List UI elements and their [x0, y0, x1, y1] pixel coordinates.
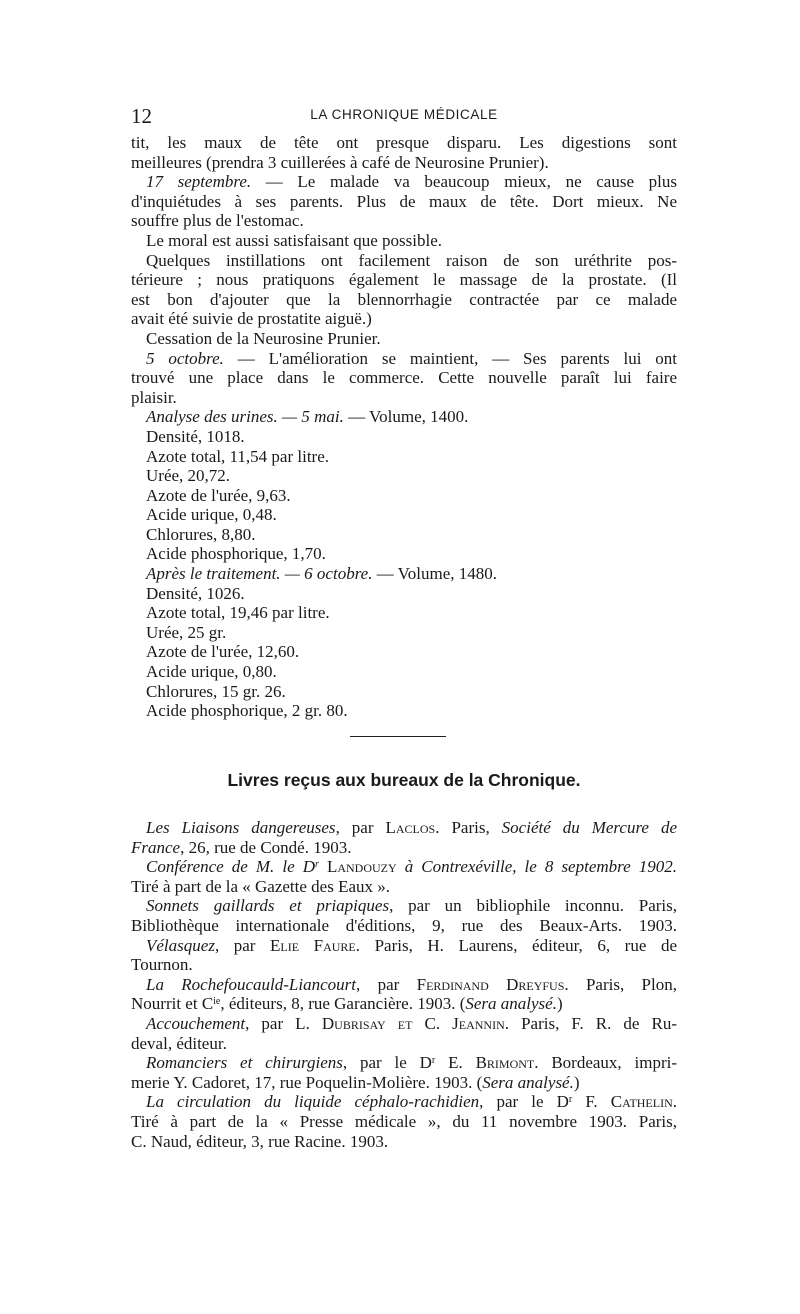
book-entry-line [131, 838, 677, 858]
author-name: Cathelin [610, 1092, 673, 1112]
author-name: Elie Faure [270, 935, 356, 955]
author-name: Laclos [385, 818, 436, 837]
superscript: ie [213, 996, 221, 1008]
book-title: à Contrexéville, le 8 septembre 1902. [396, 857, 677, 877]
analysis-value: Urée, 25 gr. [146, 622, 227, 642]
analysis-value: Acide urique, 0,48. [146, 505, 277, 525]
analysis-value: Azote de l'urée, 12,60. [146, 642, 300, 662]
superscript: r [568, 1094, 573, 1106]
text-line: Cessation de la Neurosine Prunier. [146, 328, 381, 348]
book-entry-line: Bibliothèque internationale d'éditions, 9, rue des Beaux-Arts. 1903. [131, 915, 677, 935]
text-line: meilleures (prendra 3 cuillerées à café de Neurosine Prunier). [131, 152, 549, 172]
text-span: , par [214, 935, 271, 955]
book-title: Les Liaisons dangereuses [146, 818, 336, 837]
page-number: 12 [131, 104, 152, 128]
books-received-list [131, 818, 677, 1151]
analysis-value: Acide phosphorique, 2 gr. 80. [146, 701, 348, 721]
text-span: . Paris, [435, 818, 502, 837]
book-entry-line: Tournon. [131, 955, 193, 975]
text-span: , 26, rue de Condé. 1903. [180, 837, 352, 857]
book-entry-line: deval, éditeur. [131, 1033, 227, 1053]
text-span: , par le D [342, 1053, 432, 1073]
analysis-label: Après le traitement. — 6 octobre. [146, 564, 373, 584]
book-entry-line: Tiré à part de la « Gazette des Eaux ». [131, 876, 391, 896]
book-title: Vélasquez [146, 935, 215, 955]
book-entry [131, 1014, 677, 1034]
text-line: est bon d'ajouter que la blennorrhagie contractée par ce malade [131, 289, 677, 309]
book-entry-line: Tiré à part de la « Presse médicale », du 11 novembre 1903. Paris, [131, 1111, 677, 1131]
date-label: 17 septembre. [146, 172, 252, 192]
text-line [131, 172, 677, 192]
book-entry [131, 1053, 677, 1073]
text-line: d'inquiétudes à ses parents. Plus de maux de tête. Dort mieux. Ne [131, 191, 677, 211]
author-name: Brimont [475, 1053, 535, 1073]
text-line: trouvé une place dans le commerce. Cette nouvelle paraît lui faire [131, 368, 677, 388]
publisher-name: Société du Mercure de [501, 818, 677, 837]
text-span: . [672, 1092, 678, 1112]
running-title: LA CHRONIQUE MÉDICALE [310, 107, 498, 122]
text-line: souffre plus de l'estomac. [131, 211, 304, 231]
superscript: r [431, 1055, 436, 1067]
text-span: . Paris, F. R. de Ru- [504, 1013, 678, 1033]
text-span: . Paris, H. Laurens, éditeur, 6, rue de [355, 935, 677, 955]
author-name: Ferdinand Dreyfus [416, 974, 565, 994]
analysis-value: Azote total, 11,54 par litre. [146, 446, 330, 466]
author-name: Landouzy [326, 857, 397, 877]
analysis-heading [131, 564, 677, 584]
text-span: merie Y. Cadoret, 17, rue Poquelin-Molière. 1903. ( [131, 1072, 483, 1092]
book-entry-line: C. Naud, éditeur, 3, rue Racine. 1903. [131, 1131, 389, 1151]
page-header [131, 104, 677, 128]
text-span: — L'amélioration se maintient, — Ses parents lui ont [223, 348, 677, 368]
analysis-value: Chlorures, 8,80. [146, 524, 256, 544]
text-line: térieure ; nous pratiquons également le massage de la prostate. (Il [131, 270, 677, 290]
analysis-value: Azote de l'urée, 9,63. [146, 485, 291, 505]
text-line: Le moral est aussi satisfaisant que possible. [146, 230, 443, 250]
text-span: — Le malade va beaucoup mieux, ne cause plus [251, 172, 677, 192]
text-span: , par [355, 974, 417, 994]
text-span: , par [335, 818, 386, 837]
analysis-label: Analyse des urines. — 5 mai. [146, 407, 344, 427]
book-entry [131, 896, 677, 916]
analysis-value: Acide phosphorique, 1,70. [146, 544, 326, 564]
text-span: , par L. [245, 1013, 322, 1033]
analysis-heading [131, 407, 677, 427]
superscript: r [314, 859, 319, 871]
analysis-value: Chlorures, 15 gr. 26. [146, 681, 286, 701]
analysis-value: Densité, 1018. [146, 426, 245, 446]
book-entry [131, 857, 677, 877]
case-report-text [131, 133, 677, 721]
book-title: La circulation du liquide céphalo-rachidien [146, 1092, 480, 1112]
text-span: . Bordeaux, impri- [534, 1053, 677, 1073]
review-note: Sera analysé. [482, 1072, 574, 1092]
book-entry [131, 1092, 677, 1112]
text-span: ) [573, 1072, 580, 1092]
text-span: — Volume, 1480. [372, 564, 498, 584]
text-span: ) [556, 994, 563, 1014]
text-span: — Volume, 1400. [343, 407, 469, 427]
book-entry-line [131, 994, 677, 1014]
text-line [131, 349, 677, 369]
analysis-value: Urée, 20,72. [146, 466, 231, 486]
book-title: La Rochefoucauld-Liancourt [146, 974, 356, 994]
text-span: . Paris, Plon, [564, 974, 677, 994]
analysis-value: Acide urique, 0,80. [146, 662, 277, 682]
text-line: avait été suivie de prostatite aiguë.) [131, 309, 372, 329]
review-note: Sera analysé. [465, 994, 557, 1014]
text-span: , par le D [479, 1092, 569, 1112]
date-label: 5 octobre. [146, 348, 224, 368]
book-entry-line [131, 1073, 677, 1093]
text-span: , par un bibliophile inconnu. Paris, [389, 896, 677, 916]
section-title: Livres reçus aux bureaux de la Chronique. [227, 770, 581, 790]
analysis-value: Densité, 1026. [146, 583, 245, 603]
text-span: F. [572, 1092, 611, 1112]
text-span: E. [435, 1053, 476, 1073]
book-title: Sonnets gaillards et priapiques [146, 896, 390, 916]
author-name: Jeannin [452, 1013, 505, 1033]
text-line: plaisir. [131, 387, 177, 407]
publisher-name: France [131, 837, 181, 857]
author-name: Dubrisay et [321, 1013, 413, 1033]
book-title: Conférence de M. le D [146, 857, 315, 877]
book-title: Romanciers et chirurgiens [146, 1053, 343, 1073]
text-span: , éditeurs, 8, rue Garancière. 1903. ( [220, 994, 466, 1014]
text-span: C. [412, 1013, 453, 1033]
book-title: Accouchement [146, 1013, 246, 1033]
book-entry [131, 975, 677, 995]
text-line: tit, les maux de tête ont presque disparu. Les digestions sont [131, 133, 677, 152]
section-divider [350, 736, 446, 737]
analysis-value: Azote total, 19,46 par litre. [146, 603, 330, 623]
book-entry [131, 936, 677, 956]
book-entry [131, 818, 677, 838]
text-span: Nourrit et C [131, 994, 214, 1014]
text-line: Quelques instillations ont facilement raison de son uréthrite pos- [146, 250, 677, 270]
